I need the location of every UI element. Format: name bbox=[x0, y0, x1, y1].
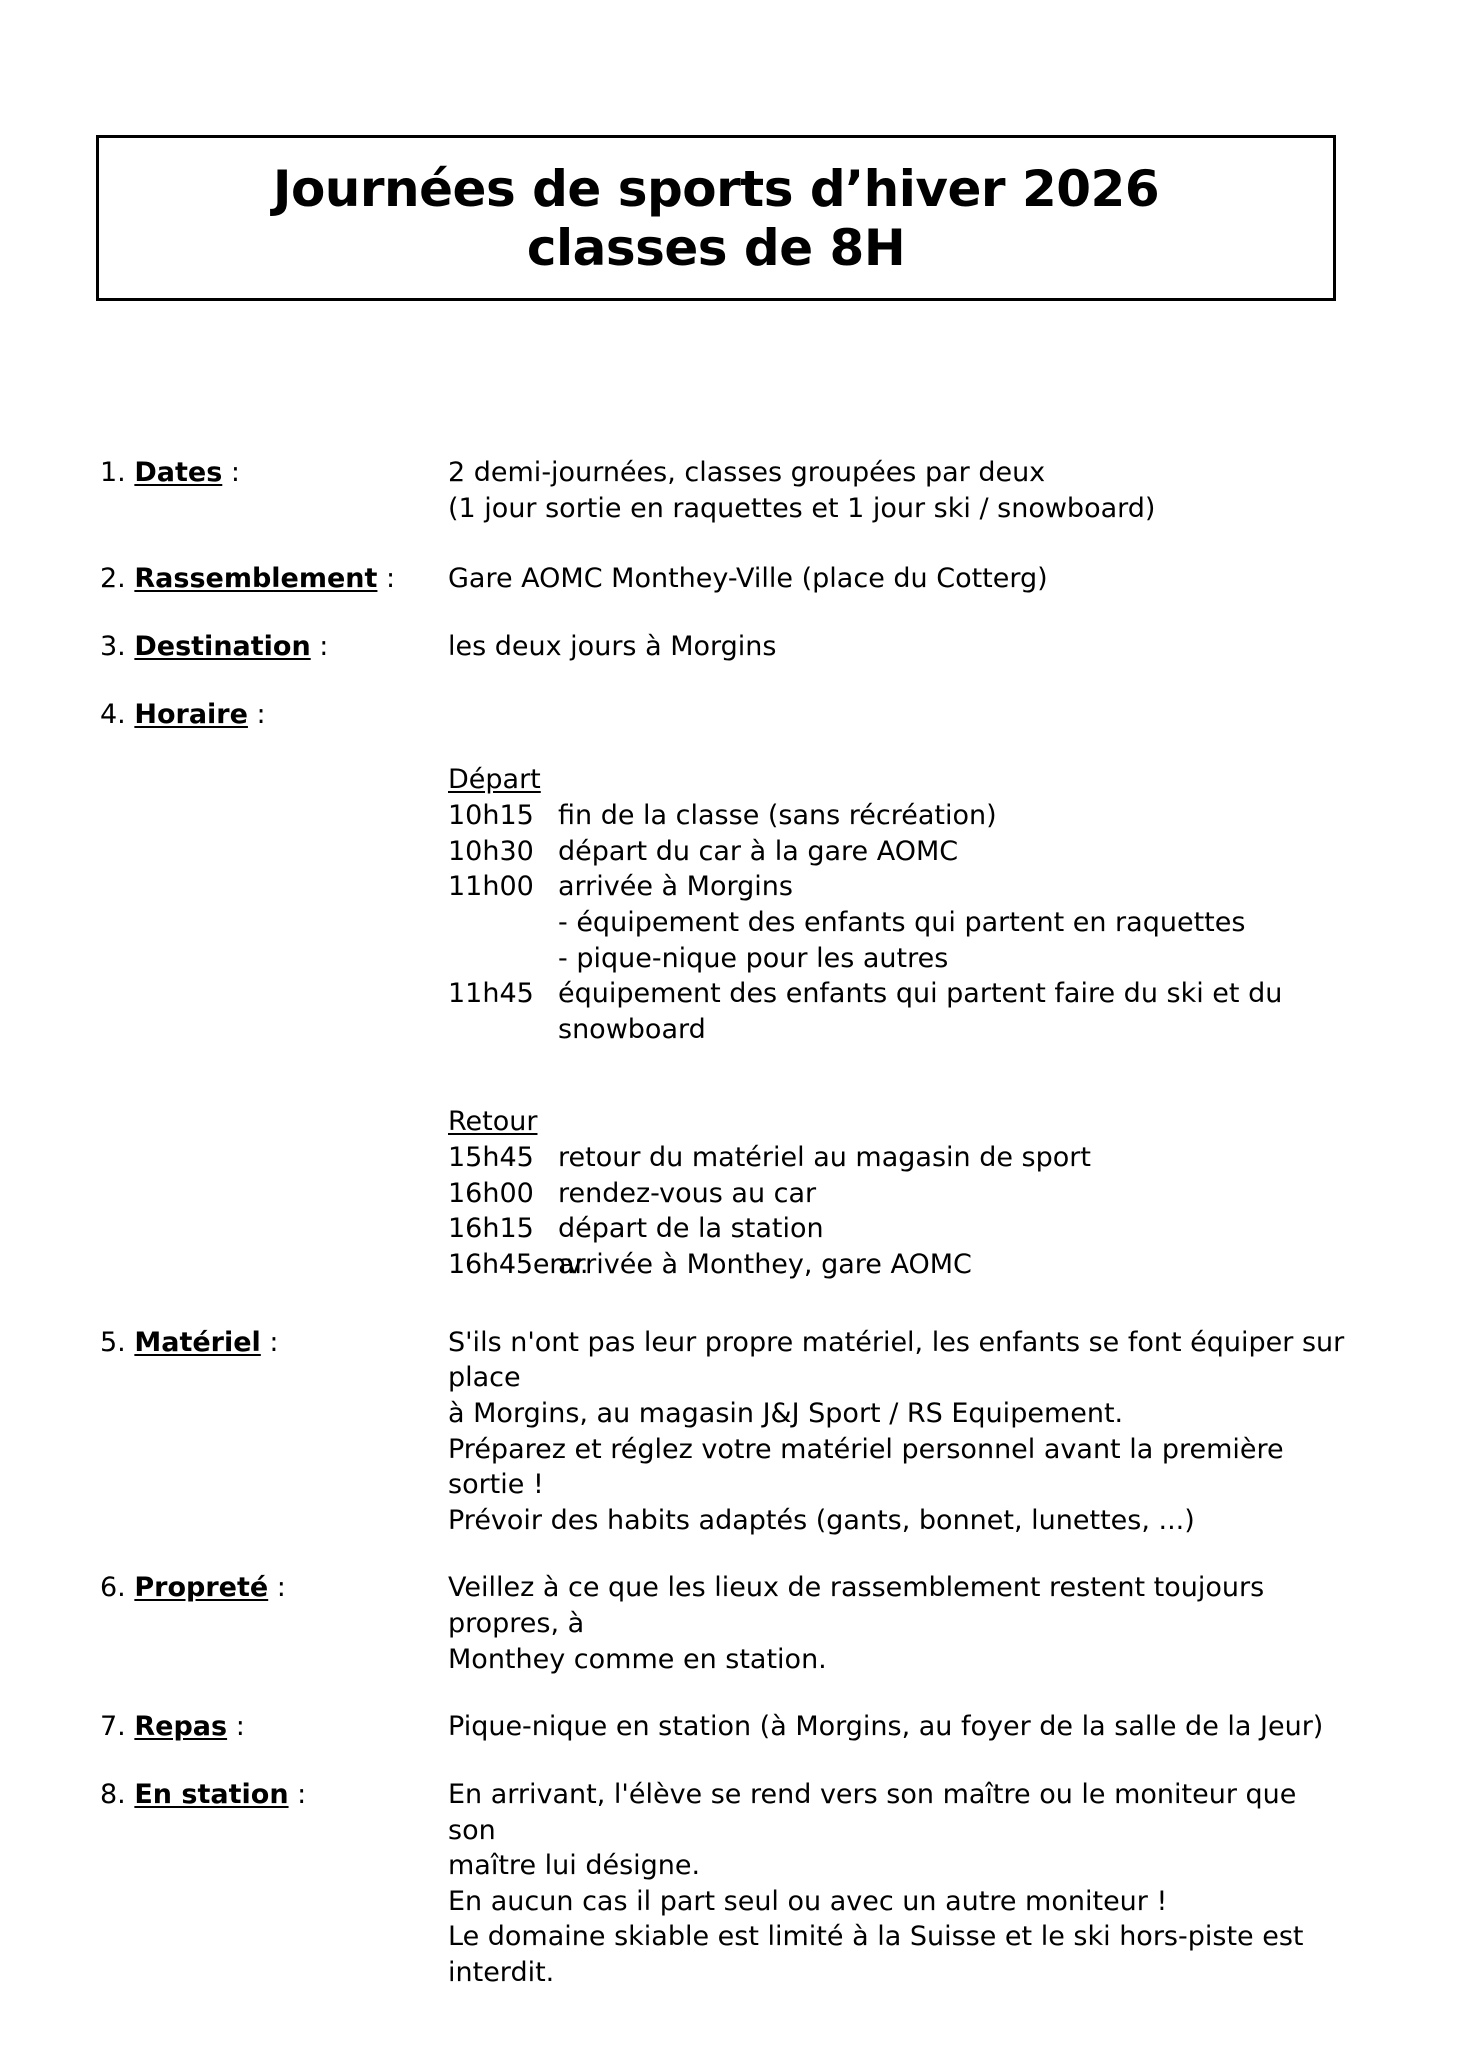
schedule-time: 16h15 bbox=[448, 1213, 534, 1245]
section-dates-body bbox=[448, 455, 1348, 526]
spacer bbox=[0, 597, 1484, 629]
section-proprete bbox=[0, 1570, 1484, 1677]
schedule-description bbox=[558, 976, 1328, 1047]
section-proprete-label bbox=[100, 1570, 448, 1605]
section-materiel-line: S'ils n'ont pas leur propre matériel, les enfants se font équiper sur place bbox=[448, 1326, 1353, 1394]
section-en-station-line: maître lui désigne. bbox=[448, 1850, 701, 1882]
section-materiel-line: Préparez et réglez votre matériel personnel avant la première sortie ! bbox=[448, 1433, 1293, 1501]
section-dates-line: 2 demi-journées, classes groupées par deux bbox=[448, 457, 1046, 488]
schedule-time: 16h45env. bbox=[448, 1249, 589, 1281]
section-repas-name: Repas bbox=[134, 1711, 228, 1743]
section-materiel-name: Matériel bbox=[134, 1326, 261, 1358]
section-proprete-name: Propreté bbox=[134, 1572, 269, 1604]
section-materiel-colon: : bbox=[269, 1326, 279, 1358]
spacer bbox=[0, 732, 1484, 762]
spacer bbox=[0, 526, 1484, 561]
schedule-row bbox=[448, 976, 1484, 1047]
schedule-row bbox=[448, 869, 1484, 905]
spacer bbox=[0, 1677, 1484, 1709]
section-repas bbox=[0, 1709, 1484, 1745]
section-proprete-number: 6. bbox=[100, 1572, 126, 1604]
section-rassemblement-label bbox=[100, 561, 448, 596]
section-rassemblement-line: Gare AOMC Monthey-Ville (place du Cotterg) bbox=[448, 563, 1048, 595]
section-proprete-line: Monthey comme en station. bbox=[448, 1643, 827, 1675]
section-rassemblement-body bbox=[448, 561, 1348, 597]
spacer bbox=[0, 1283, 1484, 1325]
schedule-sub-line: - pique-nique pour les autres bbox=[558, 942, 949, 974]
section-rassemblement-colon: : bbox=[386, 563, 396, 595]
schedule-row bbox=[448, 1211, 1484, 1247]
section-destination-body bbox=[448, 629, 1348, 665]
section-proprete-body bbox=[448, 1570, 1348, 1677]
section-rassemblement-name: Rassemblement bbox=[134, 563, 378, 595]
spacer bbox=[0, 665, 1484, 697]
section-en-station-line: En aucun cas il part seul ou avec un autre moniteur ! bbox=[448, 1885, 1168, 1917]
section-repas-label bbox=[100, 1709, 448, 1744]
section-dates-line: (1 jour sortie en raquettes et 1 jour ski / snowboard) bbox=[448, 492, 1156, 524]
section-en-station-body bbox=[448, 1777, 1348, 1991]
section-en-station-name: En station bbox=[134, 1778, 289, 1810]
schedule-description: arrivée à Monthey, gare AOMC bbox=[558, 1249, 972, 1281]
section-dates-colon: : bbox=[230, 457, 240, 488]
schedule-description-line: équipement des enfants qui partent faire du ski et du bbox=[558, 978, 1283, 1010]
schedule-description: fin de la classe (sans récréation) bbox=[558, 800, 997, 832]
schedule-row bbox=[448, 1140, 1484, 1176]
section-materiel-line: à Morgins, au magasin J&J Sport / RS Equipement. bbox=[448, 1397, 1124, 1429]
section-repas-line: Pique-nique en station (à Morgins, au foyer de la salle de la Jeur) bbox=[448, 1711, 1324, 1743]
section-proprete-line: Veillez à ce que les lieux de rassemblement restent toujours propres, à bbox=[448, 1572, 1273, 1640]
schedule-time: 10h30 bbox=[448, 835, 534, 867]
section-materiel-label bbox=[100, 1325, 448, 1360]
section-materiel bbox=[0, 1325, 1484, 1539]
section-materiel-number: 5. bbox=[100, 1326, 126, 1358]
spacer bbox=[0, 1538, 1484, 1570]
section-horaire-colon: : bbox=[256, 698, 266, 730]
section-destination-line: les deux jours à Morgins bbox=[448, 630, 777, 662]
section-en-station-colon: : bbox=[297, 1778, 307, 1810]
section-materiel-body bbox=[448, 1325, 1353, 1539]
section-dates-label bbox=[100, 455, 448, 490]
section-en-station-number: 8. bbox=[100, 1778, 126, 1810]
schedule-time: 11h45 bbox=[448, 978, 534, 1010]
schedule-time: 11h00 bbox=[448, 871, 534, 903]
section-repas-number: 7. bbox=[100, 1711, 126, 1743]
section-destination-colon: : bbox=[319, 630, 329, 662]
spacer bbox=[0, 1745, 1484, 1777]
schedule-row bbox=[448, 834, 1484, 870]
schedule-time: 16h00 bbox=[448, 1177, 534, 1209]
section-destination-label bbox=[100, 629, 448, 664]
schedule-time: 15h45 bbox=[448, 1142, 534, 1174]
section-horaire bbox=[0, 697, 1484, 732]
section-horaire-label bbox=[100, 697, 448, 732]
schedule-row bbox=[448, 1176, 1484, 1212]
section-en-station-label bbox=[100, 1777, 448, 1812]
section-dates bbox=[0, 455, 1484, 526]
schedule-return-heading: Retour bbox=[448, 1105, 538, 1137]
page-title-line-2: classes de 8H bbox=[526, 219, 906, 277]
section-dates-number: 1. bbox=[100, 457, 126, 488]
schedule-description: rendez-vous au car bbox=[558, 1177, 817, 1209]
schedule-table bbox=[348, 762, 1484, 1283]
schedule-description: départ du car à la gare AOMC bbox=[558, 835, 959, 867]
schedule-departure-heading: Départ bbox=[448, 763, 541, 795]
section-en-station-line: Le domaine skiable est limité à la Suisse et le ski hors-piste est interdit. bbox=[448, 1921, 1313, 1989]
section-materiel-line: Prévoir des habits adaptés (gants, bonnet, lunettes, ...) bbox=[448, 1504, 1195, 1536]
section-rassemblement-number: 2. bbox=[100, 563, 126, 595]
section-dates-name: Dates bbox=[134, 457, 223, 488]
section-destination-name: Destination bbox=[134, 630, 311, 662]
schedule-row bbox=[448, 798, 1484, 834]
section-rassemblement bbox=[0, 561, 1484, 597]
schedule-description: arrivée à Morgins bbox=[558, 871, 793, 903]
document-body bbox=[0, 455, 1484, 1991]
document-title-box bbox=[96, 135, 1336, 301]
schedule-description-line: snowboard bbox=[558, 1013, 706, 1045]
schedule-description: retour du matériel au magasin de sport bbox=[558, 1142, 1091, 1174]
section-repas-colon: : bbox=[235, 1711, 245, 1743]
section-destination bbox=[0, 629, 1484, 665]
section-repas-body bbox=[448, 1709, 1348, 1745]
page-title-line-1: Journées de sports d’hiver 2026 bbox=[272, 160, 1160, 218]
section-en-station-line: En arrivant, l'élève se rend vers son maître ou le moniteur que son bbox=[448, 1778, 1305, 1846]
section-en-station bbox=[0, 1777, 1484, 1991]
section-proprete-colon: : bbox=[276, 1572, 286, 1604]
spacer bbox=[448, 1048, 1484, 1104]
schedule-time: 10h15 bbox=[448, 800, 534, 832]
schedule-sub-line: - équipement des enfants qui partent en raquettes bbox=[558, 907, 1246, 939]
schedule-description: départ de la station bbox=[558, 1213, 824, 1245]
section-destination-number: 3. bbox=[100, 630, 126, 662]
section-horaire-name: Horaire bbox=[134, 698, 248, 730]
schedule-row bbox=[448, 1247, 1484, 1283]
section-horaire-number: 4. bbox=[100, 698, 126, 730]
